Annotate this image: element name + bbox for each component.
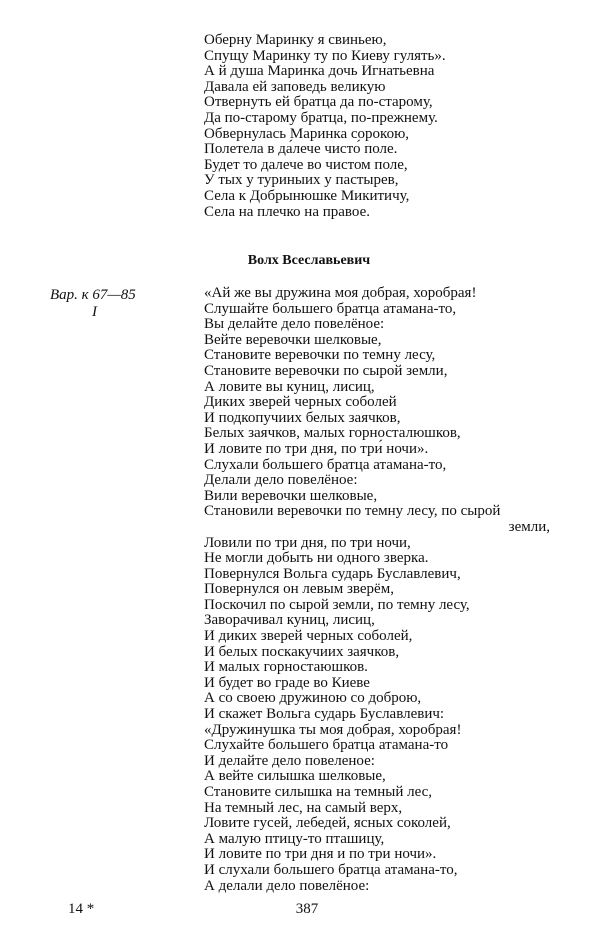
poem-stanza-1: [204, 33, 446, 220]
poem-line: И скажет Вольга сударь Буславлевич:: [204, 706, 445, 723]
poem-line: Будет то далече во чистом поле,: [204, 156, 408, 173]
poem-line: А малую птицу-то пташицу,: [204, 830, 385, 847]
poem-line: Вы делайте дело повелёное:: [204, 316, 385, 333]
poem-line: Отвернуть ей братца да по-старому,: [204, 94, 433, 111]
section-heading: [0, 253, 600, 269]
poem-line: И ловите по три дня и по три ночи».: [204, 846, 437, 863]
poem-line: А со своею дружиною со доброю,: [204, 690, 422, 707]
poem-line: И малых горностаюшков.: [204, 659, 368, 676]
page-number: 387: [295, 901, 319, 917]
poem-line: Повернулся он левым зверём,: [204, 581, 394, 598]
poem-line: Становите силышка на темный лес,: [204, 784, 433, 800]
poem-line: Поскочил по сырой земли, по темну лесу,: [204, 596, 470, 613]
poem-line: Не могли добыть ни одного зверка.: [204, 550, 429, 567]
poem-line: Диких зверей черных соболей: [204, 394, 397, 411]
signature-mark: 14 *: [68, 901, 95, 917]
poem-line: И будет во граде во Киеве: [204, 674, 370, 691]
poem-line: И слухали большего братца атамана-то,: [204, 861, 458, 878]
poem-line: Оберну Маринку я свиньею,: [204, 32, 387, 48]
poem-line: А ловите вы куниц, лисиц,: [204, 378, 375, 395]
poem-line: Ловите гусей, лебедей, ясных соколей,: [204, 815, 451, 832]
poem-line: А й душа Маринка дочь Игнатьевна: [204, 63, 435, 80]
variant-note: [50, 287, 160, 321]
poem-line: Вейте веревочки шелковые,: [204, 331, 382, 348]
variant-label: Вар. к 67—85: [50, 287, 136, 303]
poem-line: Становите веревочки по темну лесу,: [204, 347, 436, 364]
variant-roman-numeral: I: [92, 304, 97, 320]
poem-line: Давала ей заповедь великую: [204, 78, 386, 95]
poem-line: У тых у туриныих у пастырев,: [204, 172, 399, 189]
poem-line-continuation: земли,: [508, 518, 550, 535]
poem-line: «Дружинушка ты моя добрая, хоробрая!: [204, 721, 462, 738]
poem-line: «Ай же вы дружина моя добрая, хоробрая!: [204, 285, 477, 301]
poem-line: Повернулся Вольга сударь Буславлевич,: [204, 565, 461, 582]
poem-line: И делайте дело повеленое:: [204, 752, 375, 769]
heading-text: Волх Всеславьевич: [247, 253, 371, 268]
poem-line: Становите веревочки по сырой земли,: [204, 362, 448, 379]
poem-line: И белых поскакучиих заячков,: [204, 643, 400, 660]
poem-line: Делали дело повелёное:: [204, 472, 358, 489]
poem-line: И диких зверей черных соболей,: [204, 628, 413, 645]
poem-line: Полетела в да́лече чисто́ поле.: [204, 141, 398, 158]
poem-line: Слушайте большего братца атамана-то,: [204, 300, 457, 317]
poem-stanza-2: [204, 286, 550, 894]
poem-line: Села на плечко на правое.: [204, 203, 370, 220]
poem-line: Слухайте большего братца атамана-то: [204, 737, 449, 754]
poem-line: Заворачивал куниц, лисиц,: [204, 612, 375, 629]
poem-line: А делали дело повелёное:: [204, 877, 370, 894]
poem-line: Спущу Маринку ту по Киеву гулять».: [204, 47, 446, 64]
poem-line: Села к Добрынюшке Микитичу,: [204, 187, 410, 204]
poem-line: Становили веревочки по темну лесу, по сырой: [204, 503, 501, 520]
poem-line: Да по-старому братца, по-прежнему.: [204, 109, 438, 126]
poem-line: Обвернулась Маринка сорокою,: [204, 125, 410, 142]
poem-line: Вили веревочки шелковые,: [204, 487, 378, 504]
poem-line: Слухали большего братца атамана-то,: [204, 456, 447, 473]
poem-line: Белых заячков, малых горносталюшков,: [204, 425, 461, 442]
poem-line: И ловите по три дня, по три́ ночи».: [204, 440, 429, 457]
poem-line: Ловили по три дня, по три ночи,: [204, 534, 411, 551]
poem-line: А вейте силышка шелковые,: [204, 768, 386, 785]
poem-line: На темный лес, на самый верх,: [204, 799, 403, 816]
poem-line: И подкопучиих белых заячков,: [204, 409, 401, 426]
